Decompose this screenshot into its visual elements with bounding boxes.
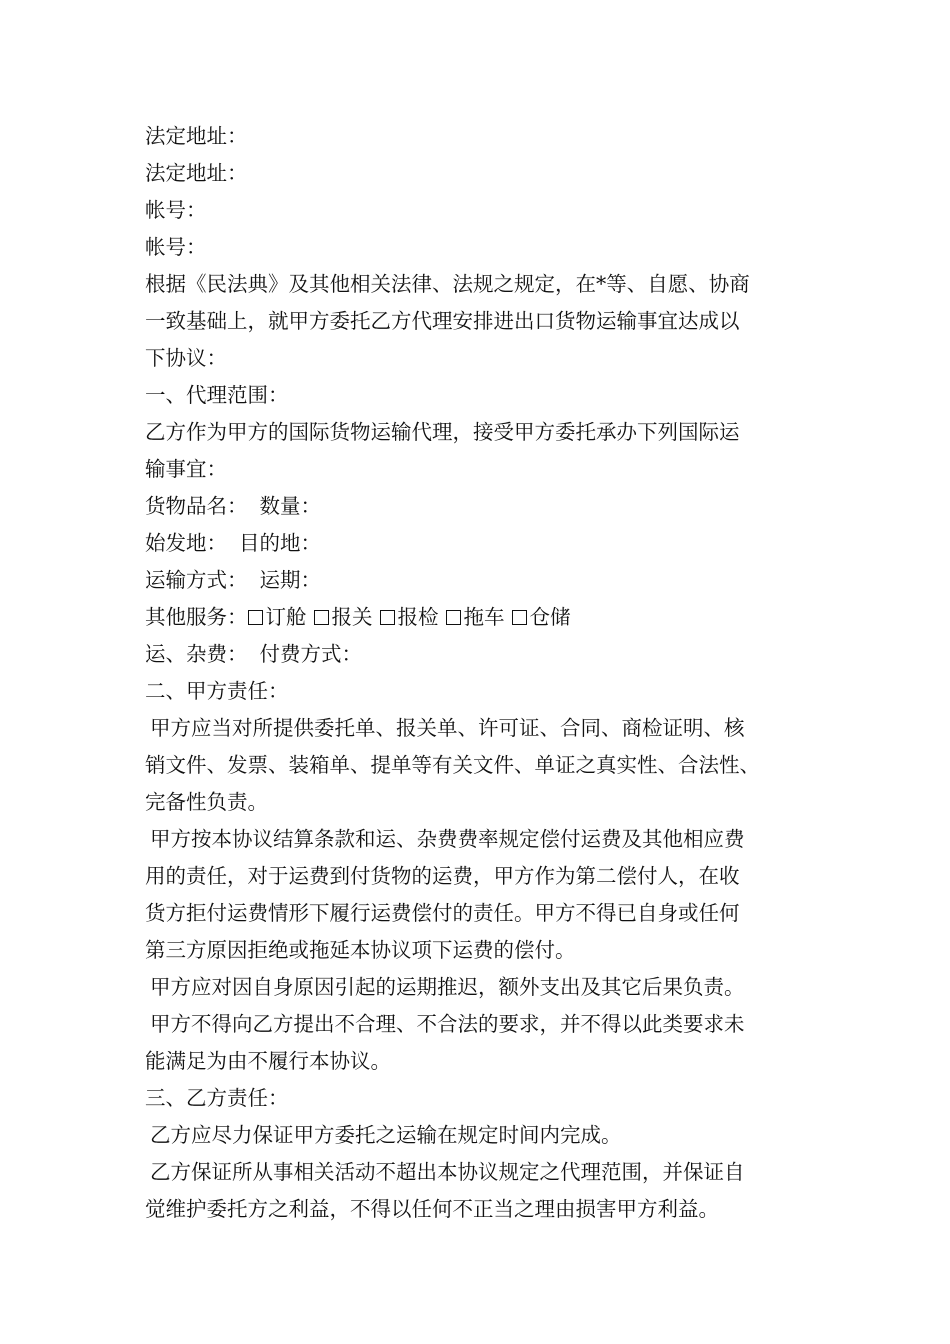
- party-b-clause-2-line-1: 乙方保证所从事相关活动不超出本协议规定之代理范围，并保证自: [150, 1160, 745, 1184]
- scope-line-2: 输事宜：: [145, 457, 227, 481]
- party-a-clause-4-line-1: 甲方不得向乙方提出不合理、不合法的要求，并不得以此类要求未: [150, 1012, 745, 1036]
- checkbox-icon[interactable]: [380, 610, 395, 625]
- service-option-warehousing[interactable]: 仓储: [512, 599, 571, 636]
- party-a-clause-1-line-1: 甲方应当对所提供委托单、报关单、许可证、合同、商检证明、核: [150, 716, 745, 740]
- other-services-label: 其他服务：: [145, 605, 248, 629]
- party-a-clause-2-line-4: 第三方原因拒绝或拖延本协议项下运费的偿付。: [145, 938, 576, 962]
- service-option-customs[interactable]: 报关: [314, 599, 373, 636]
- preamble-line-2: 一致基础上，就甲方委托乙方代理安排进出口货物运输事宜达成以: [145, 309, 740, 333]
- preamble-line-3: 下协议：: [145, 346, 227, 370]
- destination-label: 目的地：: [239, 531, 321, 555]
- goods-row: [145, 488, 835, 525]
- party-b-clause-1: 乙方应尽力保证甲方委托之运输在规定时间内完成。: [150, 1123, 622, 1147]
- other-services-row: [145, 599, 835, 636]
- transport-mode-label: 运输方式：: [145, 568, 248, 592]
- party-b-clause-2-line-2: 觉维护委托方之利益，不得以任何不正当之理由损害甲方利益。: [145, 1197, 719, 1221]
- checkbox-icon[interactable]: [248, 610, 263, 625]
- quantity-label: 数量：: [259, 494, 321, 518]
- party-a-clause-2-line-2: 用的责任，对于运费到付货物的运费，甲方作为第二偿付人，在收: [145, 864, 740, 888]
- transport-period-label: 运期：: [259, 568, 321, 592]
- origin-label: 始发地：: [145, 531, 227, 555]
- goods-name-label: 货物品名：: [145, 494, 248, 518]
- party-a-clause-1-line-3: 完备性负责。: [145, 790, 268, 814]
- checkbox-icon[interactable]: [512, 610, 527, 625]
- fees-label: 运、杂费：: [145, 642, 248, 666]
- legal-address-line-1: 法定地址：: [145, 124, 248, 148]
- legal-address-line-2: 法定地址：: [145, 161, 248, 185]
- service-option-inspection[interactable]: 报检: [380, 599, 439, 636]
- party-a-clause-3: 甲方应对因自身原因引起的运期推迟，额外支出及其它后果负责。: [150, 975, 745, 999]
- section-1-heading: 一、代理范围：: [145, 383, 289, 407]
- transport-row: [145, 562, 835, 599]
- service-option-booking[interactable]: 订舱: [248, 599, 307, 636]
- section-3-heading: 三、乙方责任：: [145, 1086, 289, 1110]
- payment-method-label: 付费方式：: [259, 642, 362, 666]
- account-line-1: 帐号：: [145, 198, 207, 222]
- party-a-clause-4-line-2: 能满足为由不履行本协议。: [145, 1049, 391, 1073]
- fees-row: [145, 636, 835, 673]
- party-a-clause-2-line-1: 甲方按本协议结算条款和运、杂费费率规定偿付运费及其他相应费: [150, 827, 745, 851]
- route-row: [145, 525, 835, 562]
- account-line-2: 帐号：: [145, 235, 207, 259]
- checkbox-icon[interactable]: [446, 610, 461, 625]
- contract-document: [145, 118, 835, 1228]
- service-option-trucking[interactable]: 拖车: [446, 599, 505, 636]
- party-a-clause-1-line-2: 销文件、发票、装箱单、提单等有关文件、单证之真实性、合法性、: [145, 753, 760, 777]
- party-a-clause-2-line-3: 货方拒付运费情形下履行运费偿付的责任。甲方不得已自身或任何: [145, 901, 740, 925]
- preamble-line-1: 根据《民法典》及其他相关法律、法规之规定，在*等、自愿、协商: [145, 272, 750, 296]
- scope-line-1: 乙方作为甲方的国际货物运输代理，接受甲方委托承办下列国际运: [145, 420, 740, 444]
- section-2-heading: 二、甲方责任：: [145, 679, 289, 703]
- checkbox-icon[interactable]: [314, 610, 329, 625]
